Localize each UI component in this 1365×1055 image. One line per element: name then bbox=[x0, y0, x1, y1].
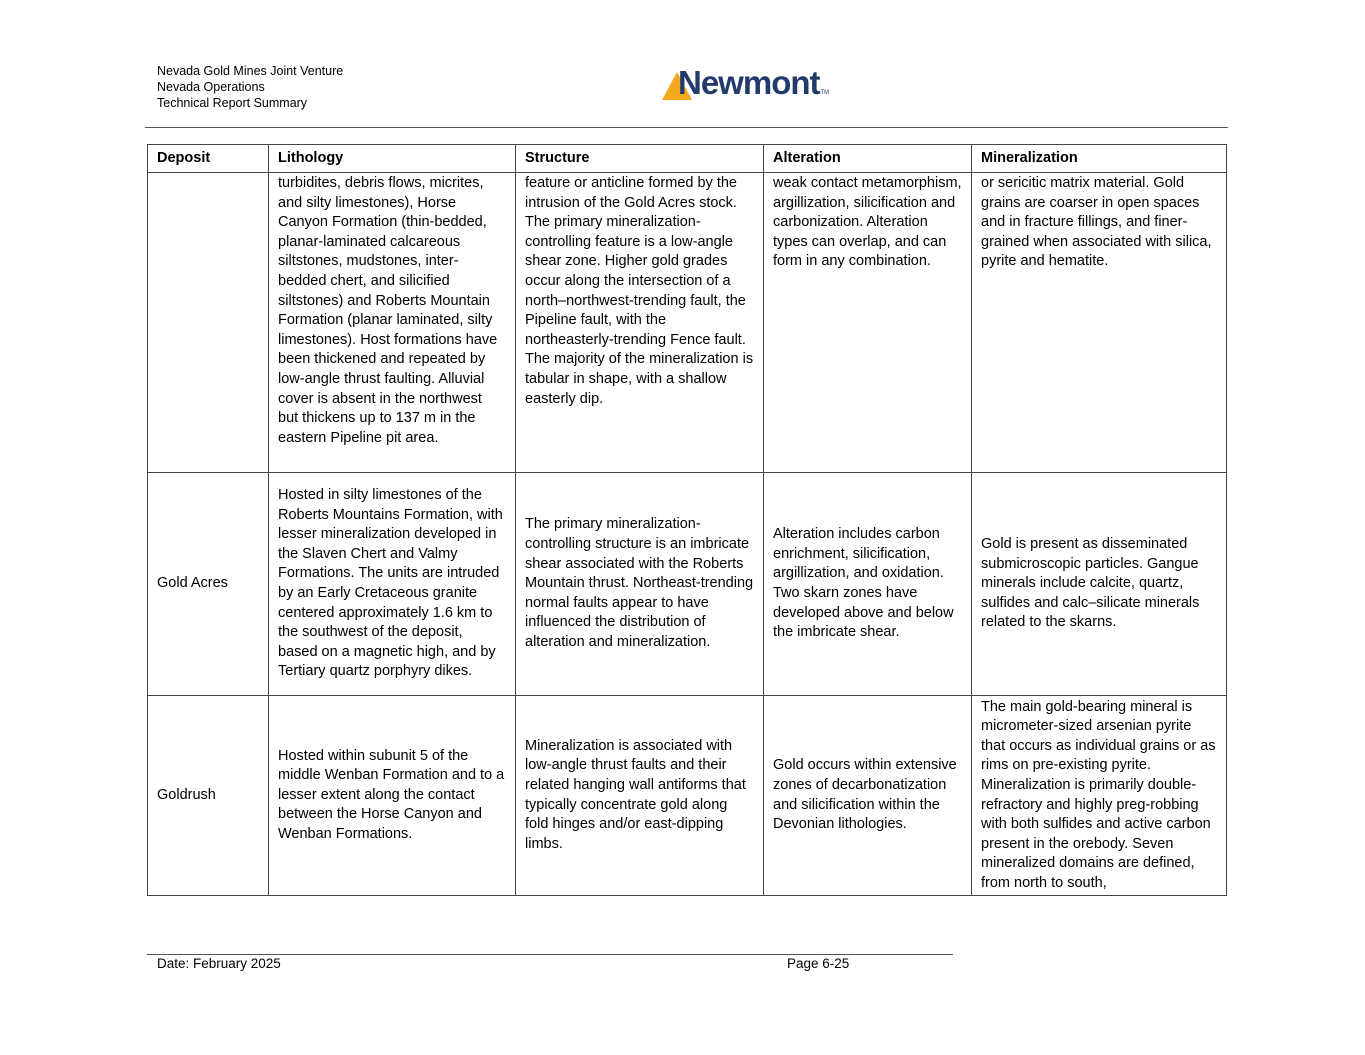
table-row bbox=[148, 173, 1227, 473]
deposit-geology-table bbox=[147, 144, 1227, 896]
column-header-lithology: Lithology bbox=[269, 145, 516, 173]
cell-alteration: Gold occurs within extensive zones of decarbonatization and silicification within the Devonian lithologies. bbox=[764, 696, 972, 896]
cell-deposit: Gold Acres bbox=[148, 473, 269, 696]
cell-mineralization: or sericitic matrix material. Gold grains are coarser in open spaces and in fracture fillings, and finer-grained when associated with silica, pyrite and hematite. bbox=[972, 173, 1227, 473]
cell-mineralization: The main gold-bearing mineral is micrometer-sized arsenian pyrite that occurs as individual grains or as rims on pre-existing pyrite. Mineralization is primarily double-refractory and highly preg-robbing with both sulfides and active carbon present in the orebody. Seven mineralized domains are defined, from north to south, bbox=[972, 696, 1227, 896]
cell-structure: Mineralization is associated with low-angle thrust faults and their related hanging wall antiforms that typically concentrate gold along fold hinges and/or east-dipping limbs. bbox=[516, 696, 764, 896]
column-header-structure: Structure bbox=[516, 145, 764, 173]
footer-divider bbox=[147, 954, 953, 955]
header-report-type: Technical Report Summary bbox=[157, 96, 308, 110]
cell-mineralization: Gold is present as disseminated submicroscopic particles. Gangue minerals include calcite, quartz, sulfides and calc–silicate minerals related to the skarns. bbox=[972, 473, 1227, 696]
cell-lithology: Hosted in silty limestones of the Roberts Mountains Formation, with lesser mineralization developed in the Slaven Chert and Valmy Formations. The units are intruded by an Early Cretaceous granite centered approximately 1.6 km to the southwest of the deposit, based on a magnetic high, and by Tertiary quartz porphyry dikes. bbox=[269, 473, 516, 696]
cell-alteration: Alteration includes carbon enrichment, silicification, argillization, and oxidation. Two skarn zones have developed above and below the imbricate shear. bbox=[764, 473, 972, 696]
header-company: Nevada Gold Mines Joint Venture bbox=[157, 64, 344, 78]
column-header-mineralization: Mineralization bbox=[972, 145, 1227, 173]
table-row bbox=[148, 473, 1227, 696]
newmont-logo bbox=[662, 66, 829, 100]
column-header-alteration: Alteration bbox=[764, 145, 972, 173]
cell-lithology: turbidites, debris flows, micrites, and silty limestones), Horse Canyon Formation (thin-bedded, planar-laminated calcareous siltstones, mudstones, inter-bedded chert, and silicified siltstones) and Roberts Mountain Formation (planar laminated, silty limestones). Host formations have been thickened and repeated by low-angle thrust faulting. Alluvial cover is absent in the northwest but thickens up to 137 m in the eastern Pipeline pit area. bbox=[269, 173, 516, 473]
report-header bbox=[157, 63, 343, 111]
cell-deposit bbox=[148, 173, 269, 473]
cell-structure: The primary mineralization-controlling structure is an imbricate shear associated with the Roberts Mountain thrust. Northeast-trending normal faults appear to have influenced the distribution of alteration and mineralization. bbox=[516, 473, 764, 696]
cell-alteration: weak contact metamorphism, argillization, silicification and carbonization. Alteration types can overlap, and can form in any combination. bbox=[764, 173, 972, 473]
header-divider bbox=[145, 127, 1228, 128]
footer-date: Date: February 2025 bbox=[157, 956, 281, 971]
cell-deposit: Goldrush bbox=[148, 696, 269, 896]
logo-wordmark: Newmont bbox=[678, 64, 820, 101]
cell-structure: feature or anticline formed by the intrusion of the Gold Acres stock. The primary mineralization-controlling feature is a low-angle shear zone. Higher gold grades occur along the intersection of a north–northwest-trending fault, the Pipeline fault, with the northeasterly-trending Fence fault. The majority of the mineralization is tabular in shape, with a shallow easterly dip. bbox=[516, 173, 764, 473]
table-row bbox=[148, 696, 1227, 896]
cell-lithology: Hosted within subunit 5 of the middle Wenban Formation and to a lesser extent along the contact between the Horse Canyon and Wenban Formations. bbox=[269, 696, 516, 896]
header-operations: Nevada Operations bbox=[157, 80, 265, 94]
table-header-row bbox=[148, 145, 1227, 173]
column-header-deposit: Deposit bbox=[148, 145, 269, 173]
footer-page-number: Page 6-25 bbox=[787, 956, 850, 971]
logo-trademark: TM bbox=[820, 90, 830, 96]
